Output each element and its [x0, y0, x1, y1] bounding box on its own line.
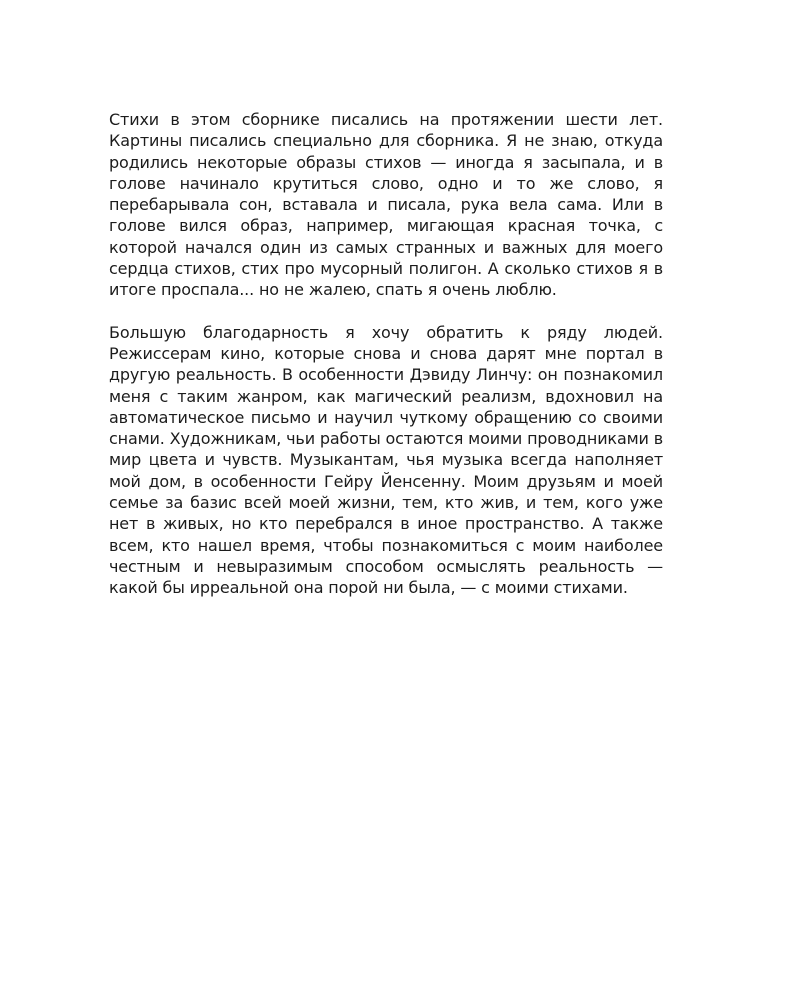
text-block	[109, 109, 663, 599]
paragraph-intro: Стихи в этом сборнике писались на протяжении шести лет. Картины писались специально для сборника. Я не знаю, откуда родились некоторые образы стихов — иногда я засыпала, и в голове начинало крутиться слово, одно и то же слово, я перебарывала сон, вставала и писала, рука вела сама. Или в голове вился образ, например, мигающая красная точка, с которой начался один из самых странных и важных для моего сердца стихов, стих про мусорный полигон. А сколько стихов я в итоге проспала... но не жалею, спать я очень люблю.	[109, 110, 663, 300]
paragraph-acknowledgements: Большую благодарность я хочу обратить к ряду людей. Режиссерам кино, которые снова и снова дарят мне портал в другую реальность. В особенности Дэвиду Линчу: он познакомил меня с таким жанром, как магический реализм, вдохновил на автоматическое письмо и научил чуткому обращению со своими снами. Художникам, чьи работы остаются моими проводниками в мир цвета и чувств. Музыкантам, чья музыка всегда наполняет мой дом, в особенности Гейру Йенсенну. Моим друзьям и моей семье за базис всей моей жизни, тем, кто жив, и тем, кого уже нет в живых, но кто перебрался в иное пространство. А также всем, кто нашел время, чтобы познакомиться с моим наиболее честным и невыразимым способом осмыслять реальность — какой бы ирреальной она порой ни была, — с моими стихами.	[109, 322, 663, 598]
